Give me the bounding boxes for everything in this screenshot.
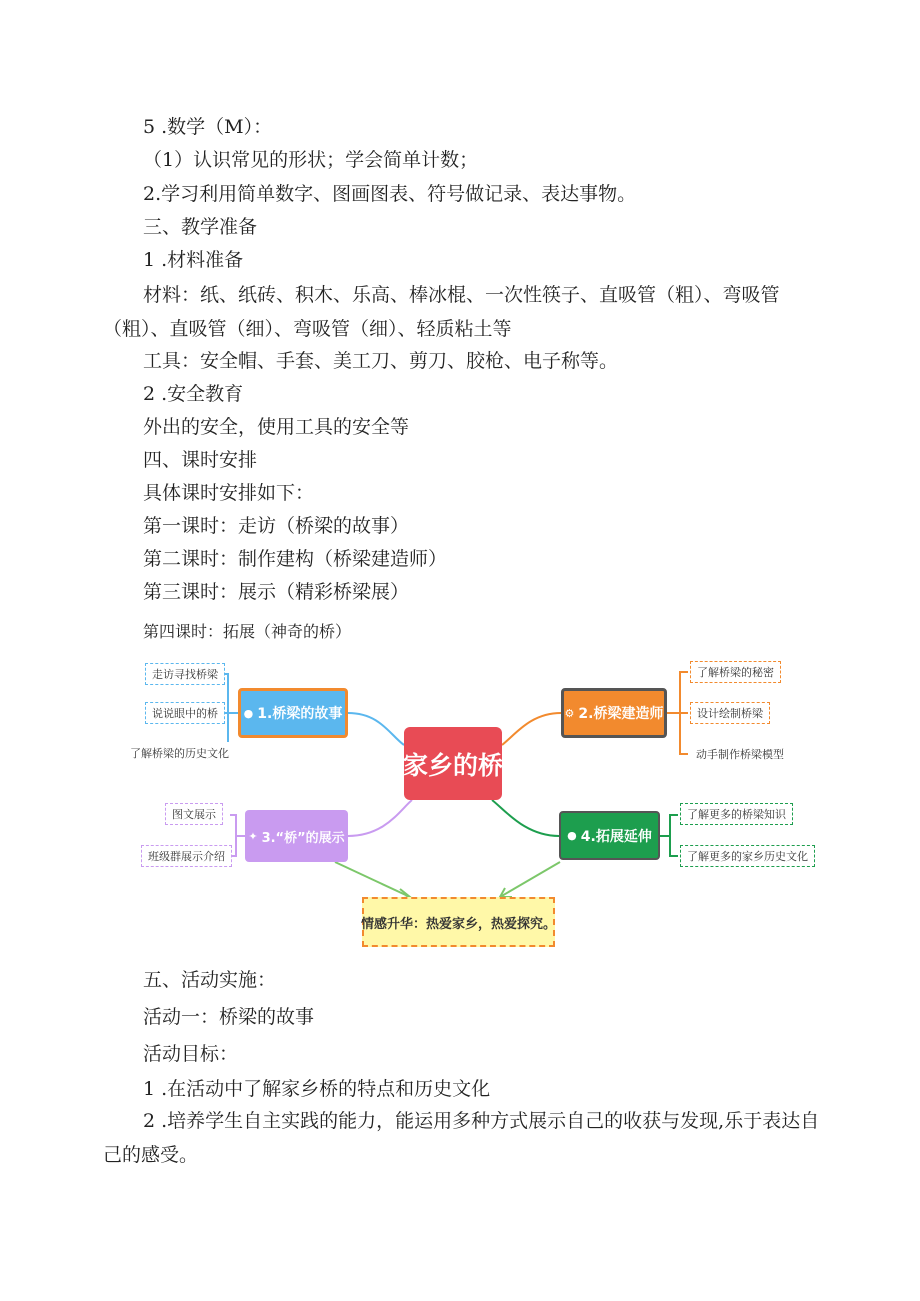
branch-4-leaf-1: 了解更多的桥梁知识	[680, 803, 793, 825]
arrowhead-right	[500, 888, 512, 897]
branch-2-leaf-1: 了解桥梁的秘密	[690, 661, 781, 683]
section-schedule-heading: 四、课时安排	[143, 449, 258, 471]
branch-1-leaf-1: 走访寻找桥梁	[145, 663, 225, 685]
branch-1-leaf-2: 说说眼中的桥	[145, 702, 225, 724]
prep-tools-text: 工具：安全帽、手套、美工刀、剪刀、胶枪、电子称等。	[143, 350, 619, 372]
prep-materials-text: 材料：纸、纸砖、积木、乐高、棒冰棍、一次性筷子、直吸管（粗）、弯吸管（粗）、直吸管（细）、弯吸管（细）、轻质粘土等	[103, 284, 780, 340]
prep-materials-title: 1 .材料准备	[143, 249, 244, 271]
arrow-b4-summary	[500, 862, 560, 897]
connector-b4-leaves	[660, 815, 678, 856]
branch-3-label: 3.“桥”的展示	[261, 830, 345, 846]
prep-safety-title: 2 .安全教育	[143, 383, 244, 405]
branch-2-leaf-2: 设计绘制桥梁	[690, 702, 770, 724]
connector-b3-leaves	[230, 815, 245, 856]
lesson-1: 第一课时：走访（桥梁的故事）	[143, 515, 410, 537]
goal-2: 2 .培养学生自主实践的能力，能运用多种方式展示自己的收获与发现,乐于表达自己的感受。	[103, 1110, 820, 1166]
section-math-heading: 5 .数学（M）：	[143, 116, 273, 138]
mindmap-branch-3	[245, 810, 348, 862]
connector-b2-leaves	[667, 672, 688, 754]
connector-center-b3	[348, 800, 412, 836]
math-item-2: 2.学习利用简单数字、图画图表、符号做记录、表达事物。	[143, 183, 637, 205]
connector-center-b4	[492, 800, 559, 836]
mindmap-summary: 情感升华：热爱家乡，热爱探究。	[362, 897, 555, 947]
section-activity-heading: 五、活动实施：	[143, 969, 277, 991]
branch-2-leaf-3: 动手制作桥梁模型	[690, 743, 790, 765]
goal-1: 1 .在活动中了解家乡桥的特点和历史文化	[143, 1078, 491, 1100]
schedule-intro: 具体课时安排如下：	[143, 482, 315, 504]
branch-4-label: 4.拓展延伸	[580, 828, 652, 845]
lesson-2: 第二课时：制作建构（桥梁建造师）	[143, 548, 448, 570]
branch-1-leaf-3: 了解桥梁的历史文化	[124, 742, 235, 764]
branch-3-leaf-2: 班级群展示介绍	[141, 845, 232, 867]
branch-4-leaf-2: 了解更多的家乡历史文化	[680, 845, 815, 867]
branch-2-label: 2.桥梁建造师	[578, 706, 664, 722]
puzzle-icon: ✦	[248, 829, 258, 843]
gear-icon: ⚙	[564, 706, 575, 720]
lightbulb-icon: ●	[567, 829, 577, 842]
mindmap-branch-2	[561, 688, 667, 738]
branch-1-label: 1.桥梁的故事	[257, 706, 343, 722]
prep-safety-text: 外出的安全，使用工具的安全等	[143, 416, 410, 438]
lightbulb-icon: ●	[243, 706, 254, 720]
mindmap-center-node: 家乡的桥	[404, 727, 502, 800]
lesson-3: 第三课时：展示（精彩桥梁展）	[143, 581, 410, 603]
math-item-1: （1）认识常见的形状；学会简单计数；	[143, 149, 479, 171]
lesson-4: 第四课时：拓展（神奇的桥）	[143, 622, 352, 641]
branch-3-leaf-1: 图文展示	[165, 803, 223, 825]
section-prep-heading: 三、教学准备	[143, 216, 258, 238]
mindmap-branch-4	[559, 811, 660, 860]
arrow-b3-summary	[335, 862, 410, 897]
mindmap-branch-1	[238, 688, 348, 738]
activity-1-title: 活动一：桥梁的故事	[143, 1006, 315, 1028]
activity-goal-title: 活动目标：	[143, 1043, 239, 1065]
connector-center-b1	[348, 713, 404, 745]
connector-center-b2	[502, 713, 561, 745]
